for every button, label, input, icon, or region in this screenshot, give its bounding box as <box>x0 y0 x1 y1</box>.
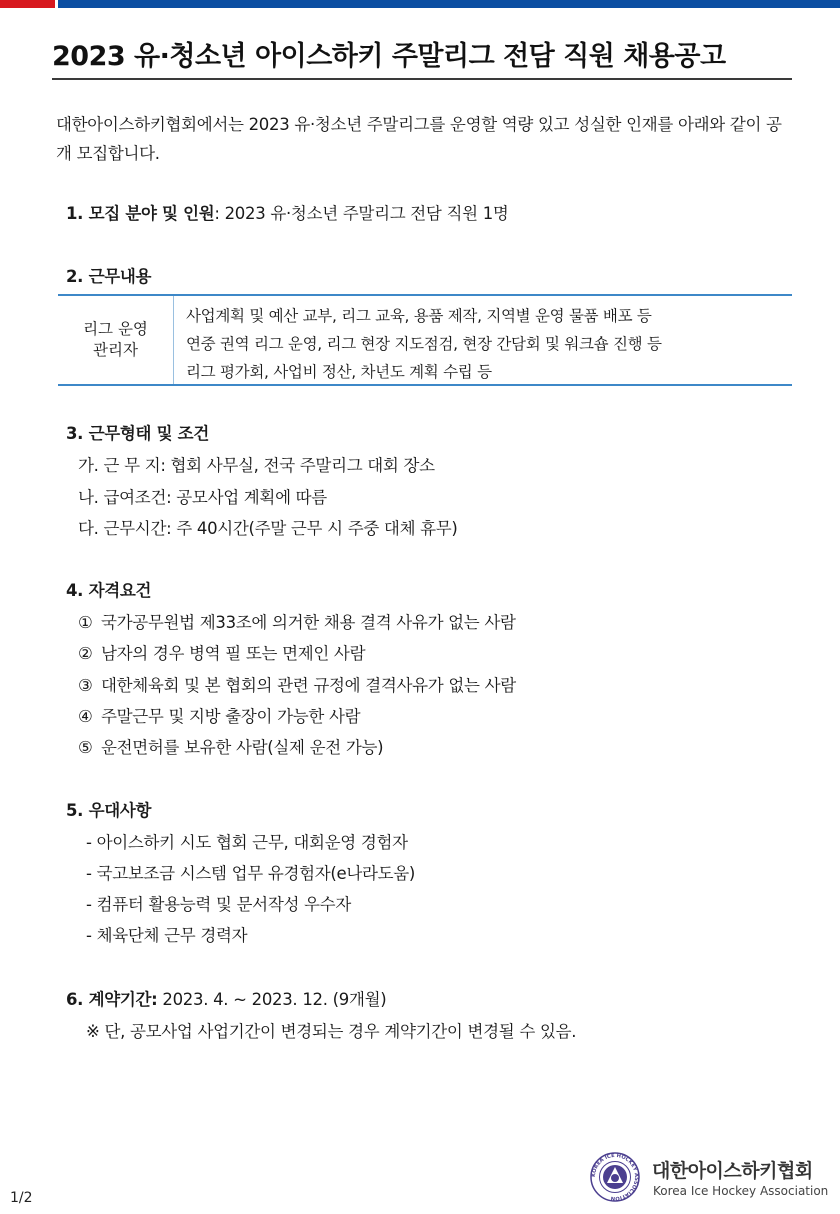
condition-item: 나. 급여조건: 공모사업 계획에 따름 <box>78 488 327 507</box>
requirement-text: 남자의 경우 병역 필 또는 면제인 사람 <box>100 644 366 663</box>
requirement-text: 대한체육회 및 본 협회의 관련 규정에 결격사유가 없는 사람 <box>100 676 516 695</box>
requirement-item <box>78 640 365 664</box>
section-1-text: : 2023 유·청소년 주말리그 전담 직원 1명 <box>214 204 509 223</box>
duty-tasks-cell <box>174 296 662 384</box>
requirement-number: ④ <box>78 707 93 726</box>
section-5-label: 5. 우대사항 <box>66 801 152 820</box>
top-bar-blue-segment <box>58 0 840 8</box>
association-name-english: Korea Ice Hockey Association <box>653 1184 829 1198</box>
duty-role-cell <box>58 296 174 384</box>
requirement-text: 국가공무원법 제33조에 의거한 채용 결격 사유가 없는 사람 <box>100 613 516 632</box>
top-color-bar <box>0 0 840 8</box>
section-6-label: 6. 계약기간: <box>66 990 158 1009</box>
section-1 <box>66 200 509 224</box>
top-bar-red-segment <box>0 0 55 8</box>
duty-role-line-2: 관리자 <box>93 341 138 359</box>
condition-item: 다. 근무시간: 주 40시간(주말 근무 시 주중 대체 휴무) <box>78 519 458 538</box>
section-1-label: 1. 모집 분야 및 인원 <box>66 204 215 223</box>
duty-task-item: 사업계획 및 예산 교부, 리그 교육, 용품 제작, 지역별 운영 물품 배포 등 <box>186 307 652 325</box>
requirement-item <box>78 672 516 696</box>
section-2-label: 2. 근무내용 <box>66 267 152 286</box>
requirement-number: ③ <box>78 676 93 695</box>
section-3-label: 3. 근무형태 및 조건 <box>66 424 209 443</box>
requirement-number: ⑤ <box>78 738 93 757</box>
title-underline <box>52 78 792 80</box>
association-seal-logo <box>590 1152 640 1202</box>
contract-note: ※ 단, 공모사업 사업기간이 변경되는 경우 계약기간이 변경될 수 있음. <box>86 1022 577 1041</box>
duty-role-line-1: 리그 운영 <box>83 320 148 338</box>
svg-text:KOREA ICE HOCKEY ASSOCIATION: KOREA ICE HOCKEY ASSOCIATION <box>590 1152 640 1202</box>
preference-item: - 국고보조금 시스템 업무 유경험자(e나라도움) <box>86 864 416 883</box>
page-title: 2023 유·청소년 아이스하키 주말리그 전담 직원 채용공고 <box>52 41 726 72</box>
requirement-item <box>78 734 383 758</box>
preference-item: - 체육단체 근무 경력자 <box>86 926 248 945</box>
requirement-item <box>78 609 516 633</box>
section-6-text: 2023. 4. ~ 2023. 12. (9개월) <box>157 990 387 1009</box>
duty-task-item: 연중 권역 리그 운영, 리그 현장 지도점검, 현장 간담회 및 워크숍 진행 등 <box>186 335 662 353</box>
preference-item: - 아이스하키 시도 협회 근무, 대회운영 경험자 <box>86 833 408 852</box>
page-number: 1/2 <box>10 1190 33 1206</box>
requirement-item <box>78 703 360 727</box>
section-6 <box>66 986 386 1010</box>
association-name-korean: 대한아이스하키협회 <box>652 1160 813 1182</box>
requirement-number: ① <box>78 613 93 632</box>
duty-table <box>58 294 792 386</box>
section-4-label: 4. 자격요건 <box>66 581 152 600</box>
duty-task-item: 리그 평가회, 사업비 정산, 차년도 계획 수립 등 <box>186 363 492 381</box>
requirement-text: 주말근무 및 지방 출장이 가능한 사람 <box>100 707 361 726</box>
intro-paragraph: 대한아이스하키협회에서는 2023 유·청소년 주말리그를 운영할 역량 있고 성실한 인재를 아래와 같이 공개 모집합니다. <box>56 115 782 163</box>
requirement-number: ② <box>78 644 93 663</box>
condition-item: 가. 근 무 지: 협회 사무실, 전국 주말리그 대회 장소 <box>78 456 435 475</box>
requirement-text: 운전면허를 보유한 사람(실제 운전 가능) <box>100 738 384 757</box>
preference-item: - 컴퓨터 활용능력 및 문서작성 우수자 <box>86 895 351 914</box>
